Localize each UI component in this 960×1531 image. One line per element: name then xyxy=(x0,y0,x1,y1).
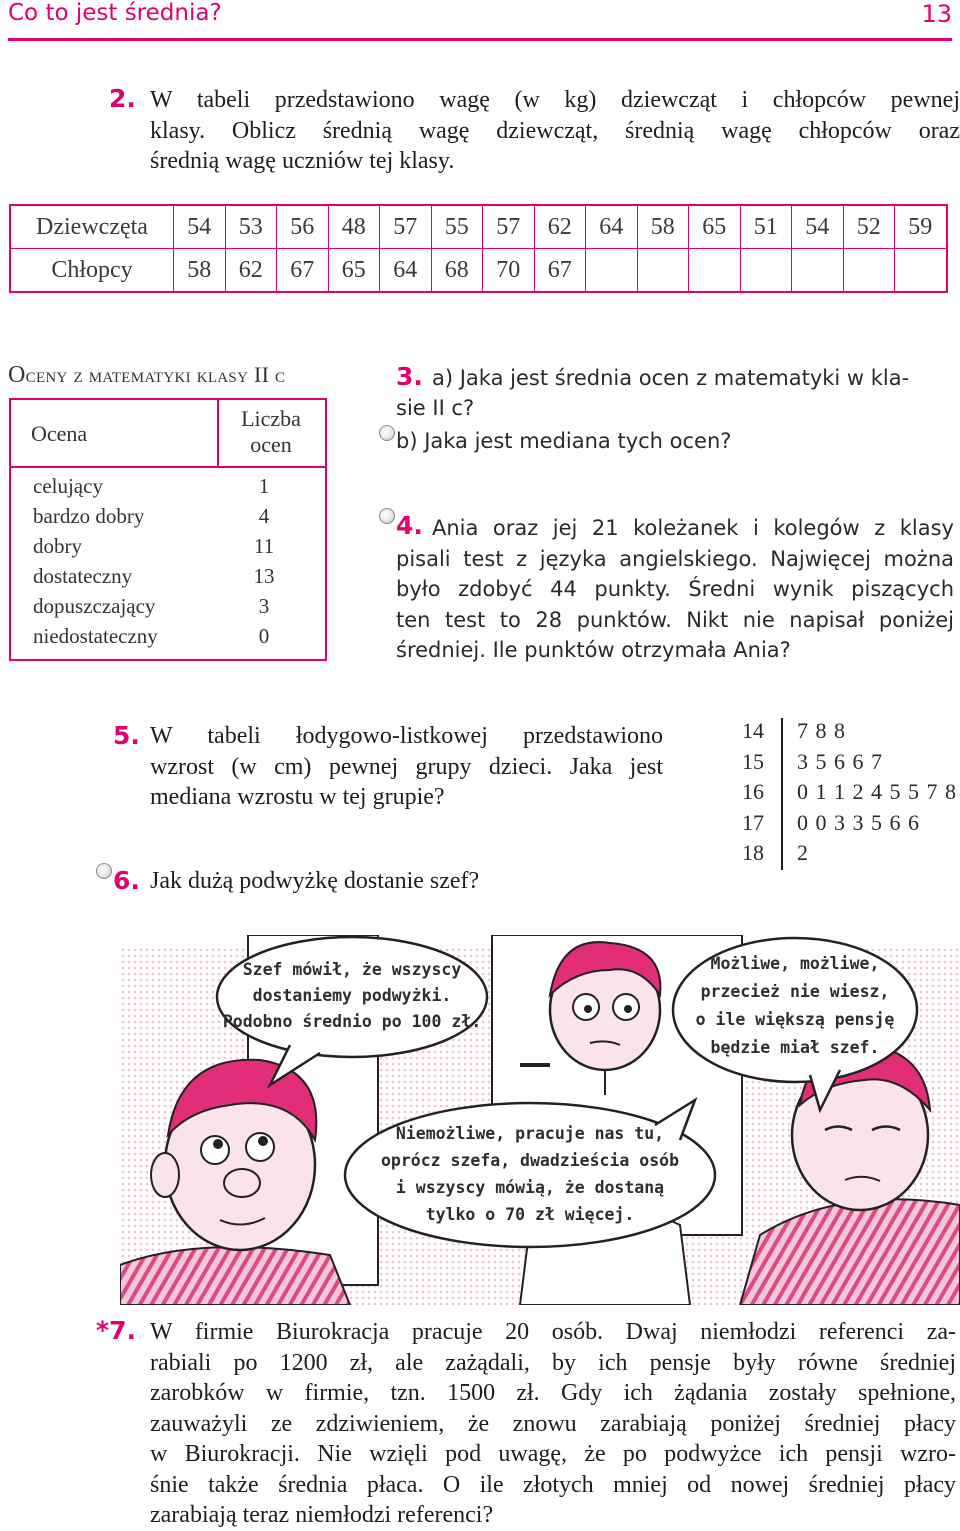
bubble-line: Podobno średnio po 100 zł. xyxy=(222,1012,482,1031)
task-5-line: W tabeli łodygowo-listkowej przedstawiono xyxy=(150,723,663,749)
table-cell xyxy=(792,249,844,293)
bubble-line: będzie miał szef. xyxy=(710,1038,880,1057)
task-3-number: 3. xyxy=(396,362,423,391)
table-cell: 59 xyxy=(895,205,947,249)
difficulty-ring-icon xyxy=(379,425,395,441)
table-cell: 58 xyxy=(637,205,689,249)
caption-rest: ceny z matematyki klasy II c xyxy=(25,362,286,387)
stem: 18 xyxy=(742,840,764,865)
bubble-line: Szef mówił, że wszyscy xyxy=(242,960,462,979)
task-2-line: średnią wagę uczniów tej klasy. xyxy=(150,148,455,174)
stem: 14 xyxy=(742,718,764,743)
bubble-line: oprócz szefa, dwadzieścia osób xyxy=(380,1151,680,1170)
task-4-line: było zdobyć 44 punkty. Średni wynik piszących xyxy=(396,577,954,601)
stem: 16 xyxy=(742,779,764,804)
table-cell: 58 xyxy=(174,249,226,293)
task-7-number: *7. xyxy=(96,1316,136,1345)
task-7-line: zarabiają teraz niemłodzi referenci? xyxy=(150,1502,494,1528)
task-4-line: Ania oraz jej 21 koleżanek i kolegów z klasy xyxy=(432,516,954,540)
table-row-girls xyxy=(10,205,947,249)
table-cell: 51 xyxy=(740,205,792,249)
difficulty-ring-icon xyxy=(96,863,112,879)
task-4-line: średniej. Ile punktów otrzymała Ania? xyxy=(396,638,791,662)
task-7-line: zauważyli ze zdziwieniem, że znowu zarabiają poniżej średniej płacy xyxy=(150,1410,956,1437)
leaves: 0 0 3 3 5 6 6 xyxy=(797,809,920,835)
task-2-text xyxy=(150,85,960,177)
column-header-count xyxy=(229,406,313,458)
column-header-count-line: ocen xyxy=(250,432,292,457)
cartoon-illustration xyxy=(120,935,960,1305)
table-cell: 54 xyxy=(792,205,844,249)
task-7-line: zarobków w firmie, tzn. 1500 zł. Gdy ich żądania zostały spełnione, xyxy=(150,1380,956,1406)
task-4-text xyxy=(396,513,954,666)
row-label: Chłopcy xyxy=(10,249,174,293)
task-7-line: w Biurokracji. Nie wzięli pod uwagę, że po podwyżce ich pensji wzro- xyxy=(150,1441,956,1467)
table-cell: 70 xyxy=(483,249,535,293)
caption-initial: O xyxy=(8,362,26,388)
table-cell: 62 xyxy=(534,205,586,249)
task-3-line-a1: a) Jaka jest średnia ocen z matematyki w kla- xyxy=(432,366,910,390)
grade-count: 13 xyxy=(253,564,275,588)
stem: 15 xyxy=(742,748,764,774)
grade-name: bardzo dobry xyxy=(33,504,145,528)
bubble-line: tylko o 70 zł więcej. xyxy=(425,1205,635,1224)
table-cell: 62 xyxy=(225,249,277,293)
table-row xyxy=(33,504,323,534)
table-cell: 54 xyxy=(174,205,226,249)
weight-table xyxy=(9,204,948,293)
table-cell: 56 xyxy=(277,205,329,249)
grade-name: niedostateczny xyxy=(33,624,158,648)
bubble-line: i wszyscy mówią, że dostaną xyxy=(395,1178,665,1197)
grade-count: 11 xyxy=(253,534,275,558)
row-label: Dziewczęta xyxy=(10,205,174,249)
table-row xyxy=(33,624,323,654)
grade-name: dobry xyxy=(33,534,82,558)
task-4-line: ten test to 28 punktów. Nikt nie napisał poniżej xyxy=(396,607,954,632)
leaves: 3 5 6 6 7 xyxy=(797,748,883,774)
table-cell: 52 xyxy=(843,205,895,249)
grade-name: dostateczny xyxy=(33,564,133,588)
grade-count: 4 xyxy=(258,504,270,528)
grades-table xyxy=(9,398,327,661)
grade-count: 1 xyxy=(258,474,270,498)
table-row-boys xyxy=(10,249,947,293)
running-header-title: Co to jest średnia? xyxy=(8,0,222,26)
column-header-grade: Ocena xyxy=(31,421,88,446)
stem: 17 xyxy=(742,809,764,835)
table-row xyxy=(33,534,323,564)
leaves: 7 8 8 xyxy=(797,718,846,743)
header-separator xyxy=(11,466,325,468)
table-cell xyxy=(843,249,895,293)
table-row xyxy=(33,474,323,504)
table-cell: 67 xyxy=(534,249,586,293)
task-6-number: 6. xyxy=(113,866,140,895)
page-number: 13 xyxy=(921,0,952,28)
table-cell: 55 xyxy=(431,205,483,249)
table-cell: 68 xyxy=(431,249,483,293)
table-cell: 53 xyxy=(225,205,277,249)
task-5-text xyxy=(150,721,663,813)
header-rule xyxy=(8,38,952,41)
bubble-line: przecież nie wiesz, xyxy=(700,982,890,1001)
task-5-line: mediana wzrostu w tej grupie? xyxy=(150,784,445,810)
bubble-line: Możliwe, możliwe, xyxy=(710,954,880,973)
table-cell xyxy=(689,249,741,293)
task-5-line: wzrost (w cm) pewnej grupy dzieci. Jaka jest xyxy=(150,753,663,780)
table-cell xyxy=(586,249,638,293)
table-cell: 57 xyxy=(483,205,535,249)
table-row xyxy=(33,594,323,624)
task-2-line: W tabeli przedstawiono wagę (w kg) dziewcząt i chłopców pewnej xyxy=(150,87,960,113)
table-cell xyxy=(740,249,792,293)
task-7-line: śnie także średnia płaca. O ile złotych mniej od nowej średniej płacy xyxy=(150,1471,956,1498)
task-2-number: 2. xyxy=(109,84,136,113)
table-cell xyxy=(895,249,947,293)
task-3-line-b: b) Jaka jest mediana tych ocen? xyxy=(396,429,732,453)
grade-count: 0 xyxy=(258,624,270,648)
task-6-text: Jak dużą podwyżkę dostanie szef? xyxy=(150,868,480,894)
task-4-number: 4. xyxy=(396,511,423,540)
grade-count: 3 xyxy=(258,594,270,618)
table-cell: 48 xyxy=(328,205,380,249)
table-cell: 64 xyxy=(586,205,638,249)
difficulty-ring-icon xyxy=(379,508,395,524)
task-2-line: klasy. Oblicz średnią wagę dziewcząt, średnią wagę chłopców oraz xyxy=(150,117,960,144)
task-5-number: 5. xyxy=(113,721,140,750)
table-cell: 67 xyxy=(277,249,329,293)
task-7-line: rabiali po 1200 zł, ale zażądali, by ich pensje były równe średniej xyxy=(150,1349,956,1376)
bubble-line: Niemożliwe, pracuje nas tu, xyxy=(395,1124,665,1143)
table-cell: 65 xyxy=(689,205,741,249)
task-3-line-a2: sie II c? xyxy=(396,396,475,420)
bubble-line: o ile większą pensję xyxy=(695,1010,895,1029)
table-cell: 65 xyxy=(328,249,380,293)
table-cell: 57 xyxy=(380,205,432,249)
grade-name: celujący xyxy=(33,474,103,498)
leaves: 2 xyxy=(797,840,809,865)
grades-caption xyxy=(8,362,285,389)
leaves: 0 1 1 2 4 5 5 7 8 xyxy=(797,779,957,804)
task-7-text xyxy=(150,1317,956,1531)
table-cell: 64 xyxy=(380,249,432,293)
column-header-count-line: Liczba xyxy=(241,406,301,431)
grade-name: dopuszczający xyxy=(33,594,156,618)
bubble-line: dostaniemy podwyżki. xyxy=(252,986,452,1005)
column-separator xyxy=(217,400,219,466)
table-cell xyxy=(637,249,689,293)
table-row xyxy=(33,564,323,594)
task-4-line: pisali test z języka angielskiego. Najwięcej można xyxy=(396,546,954,571)
task-7-line: W firmie Biurokracja pracuje 20 osób. Dwaj niemłodzi referenci za- xyxy=(150,1319,956,1345)
